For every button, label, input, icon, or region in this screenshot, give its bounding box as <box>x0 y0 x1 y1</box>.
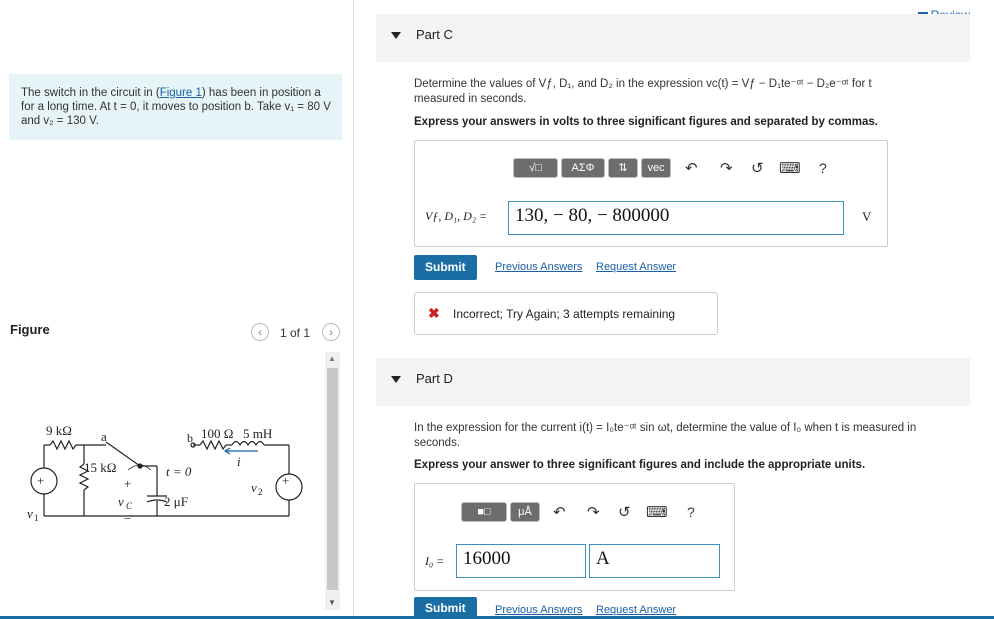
part-d-question <box>414 421 964 451</box>
label-node-a: a <box>101 429 107 444</box>
part-d-header[interactable] <box>376 358 970 406</box>
resistor-100 <box>200 441 226 449</box>
problem-text-2: ) has been in position a for a long time. At t = 0, it moves to position b. Take v₁ = 80 V and v₂ = 130 V. <box>21 87 331 127</box>
redo-icon[interactable]: ↷ <box>720 160 733 177</box>
scroll-up-icon[interactable]: ▲ <box>328 354 336 363</box>
part-c-question-line2: measured in seconds. <box>414 93 527 105</box>
figure-pager: 1 of 1 <box>280 326 311 340</box>
part-d-submit-button[interactable]: Submit <box>414 597 477 619</box>
reset-icon[interactable]: ↺ <box>751 160 764 177</box>
panel-divider <box>353 0 354 619</box>
label-switch-time: t = 0 <box>166 464 192 479</box>
label-vc-sub: C <box>126 501 133 511</box>
part-c-header[interactable] <box>376 14 970 62</box>
cap-plus: + <box>124 476 132 491</box>
inductor-5mH <box>232 442 264 446</box>
part-c-question <box>414 77 954 107</box>
part-c-request-answer-link[interactable]: Request Answer <box>596 261 677 273</box>
figure-next-button[interactable]: › <box>322 323 340 341</box>
part-d-instruction: Express your answer to three significant figures and include the appropriate units. <box>414 459 866 471</box>
figure-prev-button[interactable]: ‹ <box>251 323 269 341</box>
greek-symbols-button[interactable]: AΣΦ <box>561 158 605 178</box>
part-c-unit: V <box>862 209 872 224</box>
label-v1-sub: 1 <box>34 513 39 523</box>
templates-button[interactable]: ■□ <box>461 502 507 522</box>
src1-plus: + <box>37 473 45 488</box>
label-node-b: b <box>187 431 193 445</box>
incorrect-icon: ✖ <box>428 305 440 321</box>
part-d-unit-input[interactable]: A <box>589 544 720 578</box>
part-c-feedback <box>414 292 718 335</box>
part-c-instruction: Express your answers in volts to three significant figures and separated by commas. <box>414 116 878 128</box>
figure-scroll-thumb[interactable] <box>327 368 338 590</box>
figure-label: Figure <box>10 322 50 337</box>
collapse-triangle-icon[interactable] <box>391 32 401 39</box>
part-d-question-line1: In the expression for the current i(t) = I₀te⁻ᵅᵗ sin ωt, determine the value of I₀ when t is measured in <box>414 422 917 434</box>
collapse-triangle-icon[interactable] <box>391 376 401 383</box>
src2-plus: + <box>282 473 290 488</box>
part-d-question-line2: seconds. <box>414 437 461 449</box>
part-d-input-label: I₀ = <box>425 554 445 568</box>
part-c-answer-input[interactable]: 130, − 80, − 800000 <box>508 201 844 235</box>
part-d-title: Part D <box>416 371 453 386</box>
scroll-down-icon[interactable]: ▼ <box>328 598 336 607</box>
help-icon[interactable]: ? <box>687 504 695 520</box>
label-v1: v <box>27 506 33 521</box>
resistor-9k <box>50 441 76 449</box>
part-d-answer-box <box>414 483 735 591</box>
part-c-input-label: Vƒ, D₁, D₂ = <box>425 209 488 223</box>
feedback-text: Incorrect; Try Again; 3 attempts remaining <box>453 307 676 321</box>
problem-statement <box>9 74 342 140</box>
help-icon[interactable]: ? <box>819 160 827 176</box>
label-9k: 9 kΩ <box>46 423 72 438</box>
arrows-button[interactable]: ⇅ <box>608 158 638 178</box>
part-d-previous-answers-link[interactable]: Previous Answers <box>495 604 583 616</box>
label-15k: 15 kΩ <box>84 460 117 475</box>
part-c-submit-button[interactable]: Submit <box>414 255 477 280</box>
label-vc: v <box>118 494 124 509</box>
problem-text-1: The switch in the circuit in ( <box>21 87 160 99</box>
part-d-value-input[interactable]: 16000 <box>456 544 586 578</box>
part-c-answer-box <box>414 140 888 247</box>
vec-button[interactable]: vec <box>641 158 671 178</box>
label-current: i <box>237 454 241 469</box>
figure-link[interactable]: Figure 1 <box>159 87 202 99</box>
units-button[interactable]: μÅ <box>510 502 540 522</box>
undo-icon[interactable]: ↶ <box>553 504 566 521</box>
part-c-title: Part C <box>416 27 453 42</box>
label-v2: v <box>251 480 257 495</box>
redo-icon[interactable]: ↷ <box>587 504 600 521</box>
part-c-previous-answers-link[interactable]: Previous Answers <box>495 261 583 273</box>
label-100: 100 Ω <box>201 426 234 441</box>
label-v2-sub: 2 <box>258 487 263 497</box>
reset-icon[interactable]: ↺ <box>618 504 631 521</box>
cap-minus: − <box>124 511 132 526</box>
sqrt-template-button[interactable]: √□ <box>513 158 558 178</box>
keyboard-icon[interactable]: ⌨ <box>779 160 801 177</box>
part-d-request-answer-link[interactable]: Request Answer <box>596 604 677 616</box>
label-cap: 2 μF <box>164 494 188 509</box>
circuit-diagram <box>20 420 320 530</box>
part-c-question-line1: Determine the values of Vƒ, D₁, and D₂ in the expression vᴄ(t) = Vƒ − D₁te⁻ᵅᵗ − D₂e⁻ᵅᵗ for t <box>414 78 872 90</box>
label-5mH: 5 mH <box>243 426 273 441</box>
undo-icon[interactable]: ↶ <box>685 160 698 177</box>
keyboard-icon[interactable]: ⌨ <box>646 504 668 521</box>
